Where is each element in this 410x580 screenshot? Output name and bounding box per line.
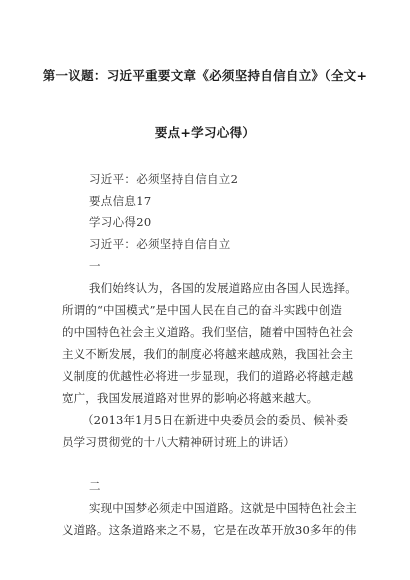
paragraph-line: 的中国特色社会主义道路。我们坚信，随着中国特色社会 xyxy=(62,325,354,339)
paragraph-line: （2013年1月5日在新进中央委员会的委员、候补委 xyxy=(82,413,349,427)
section-number: 一 xyxy=(89,259,101,273)
toc-entry: 学习心得20 xyxy=(89,215,152,229)
paragraph-line: 义道路。这条道路来之不易，它是在改革开放30多年的伟 xyxy=(62,523,357,537)
toc-entry: 要点信息17 xyxy=(89,194,152,208)
document-title-line-2: 要点+学习心得） xyxy=(154,125,256,140)
paragraph-line: 宽广，我国发展道路对世界的影响必将越来越大。 xyxy=(62,391,319,405)
paragraph-line: 员学习贯彻党的十八大精神研讨班上的讲话） xyxy=(62,435,295,449)
paragraph-line: 我们始终认为，各国的发展道路应由各国人民选择。 xyxy=(89,281,357,295)
paragraph-line: 实现中国梦必须走中国道路。这就是中国特色社会主 xyxy=(89,501,357,515)
section-number: 二 xyxy=(89,479,101,493)
toc-entry: 习近平：必须坚持自信自立2 xyxy=(89,172,239,186)
paragraph-line: 所谓的“中国模式”是中国人民在自己的奋斗实践中创造 xyxy=(62,303,343,317)
document-title-line-1: 第一议题：习近平重要文章《必须坚持自信自立》（全文+ xyxy=(42,68,368,83)
toc-entry: 习近平：必须坚持自信自立 xyxy=(89,237,231,251)
paragraph-line: 主义不断发展，我们的制度必将越来越成熟，我国社会主 xyxy=(62,347,354,361)
paragraph-line: 义制度的优越性必将进一步显现，我们的道路必将越走越 xyxy=(62,369,354,383)
